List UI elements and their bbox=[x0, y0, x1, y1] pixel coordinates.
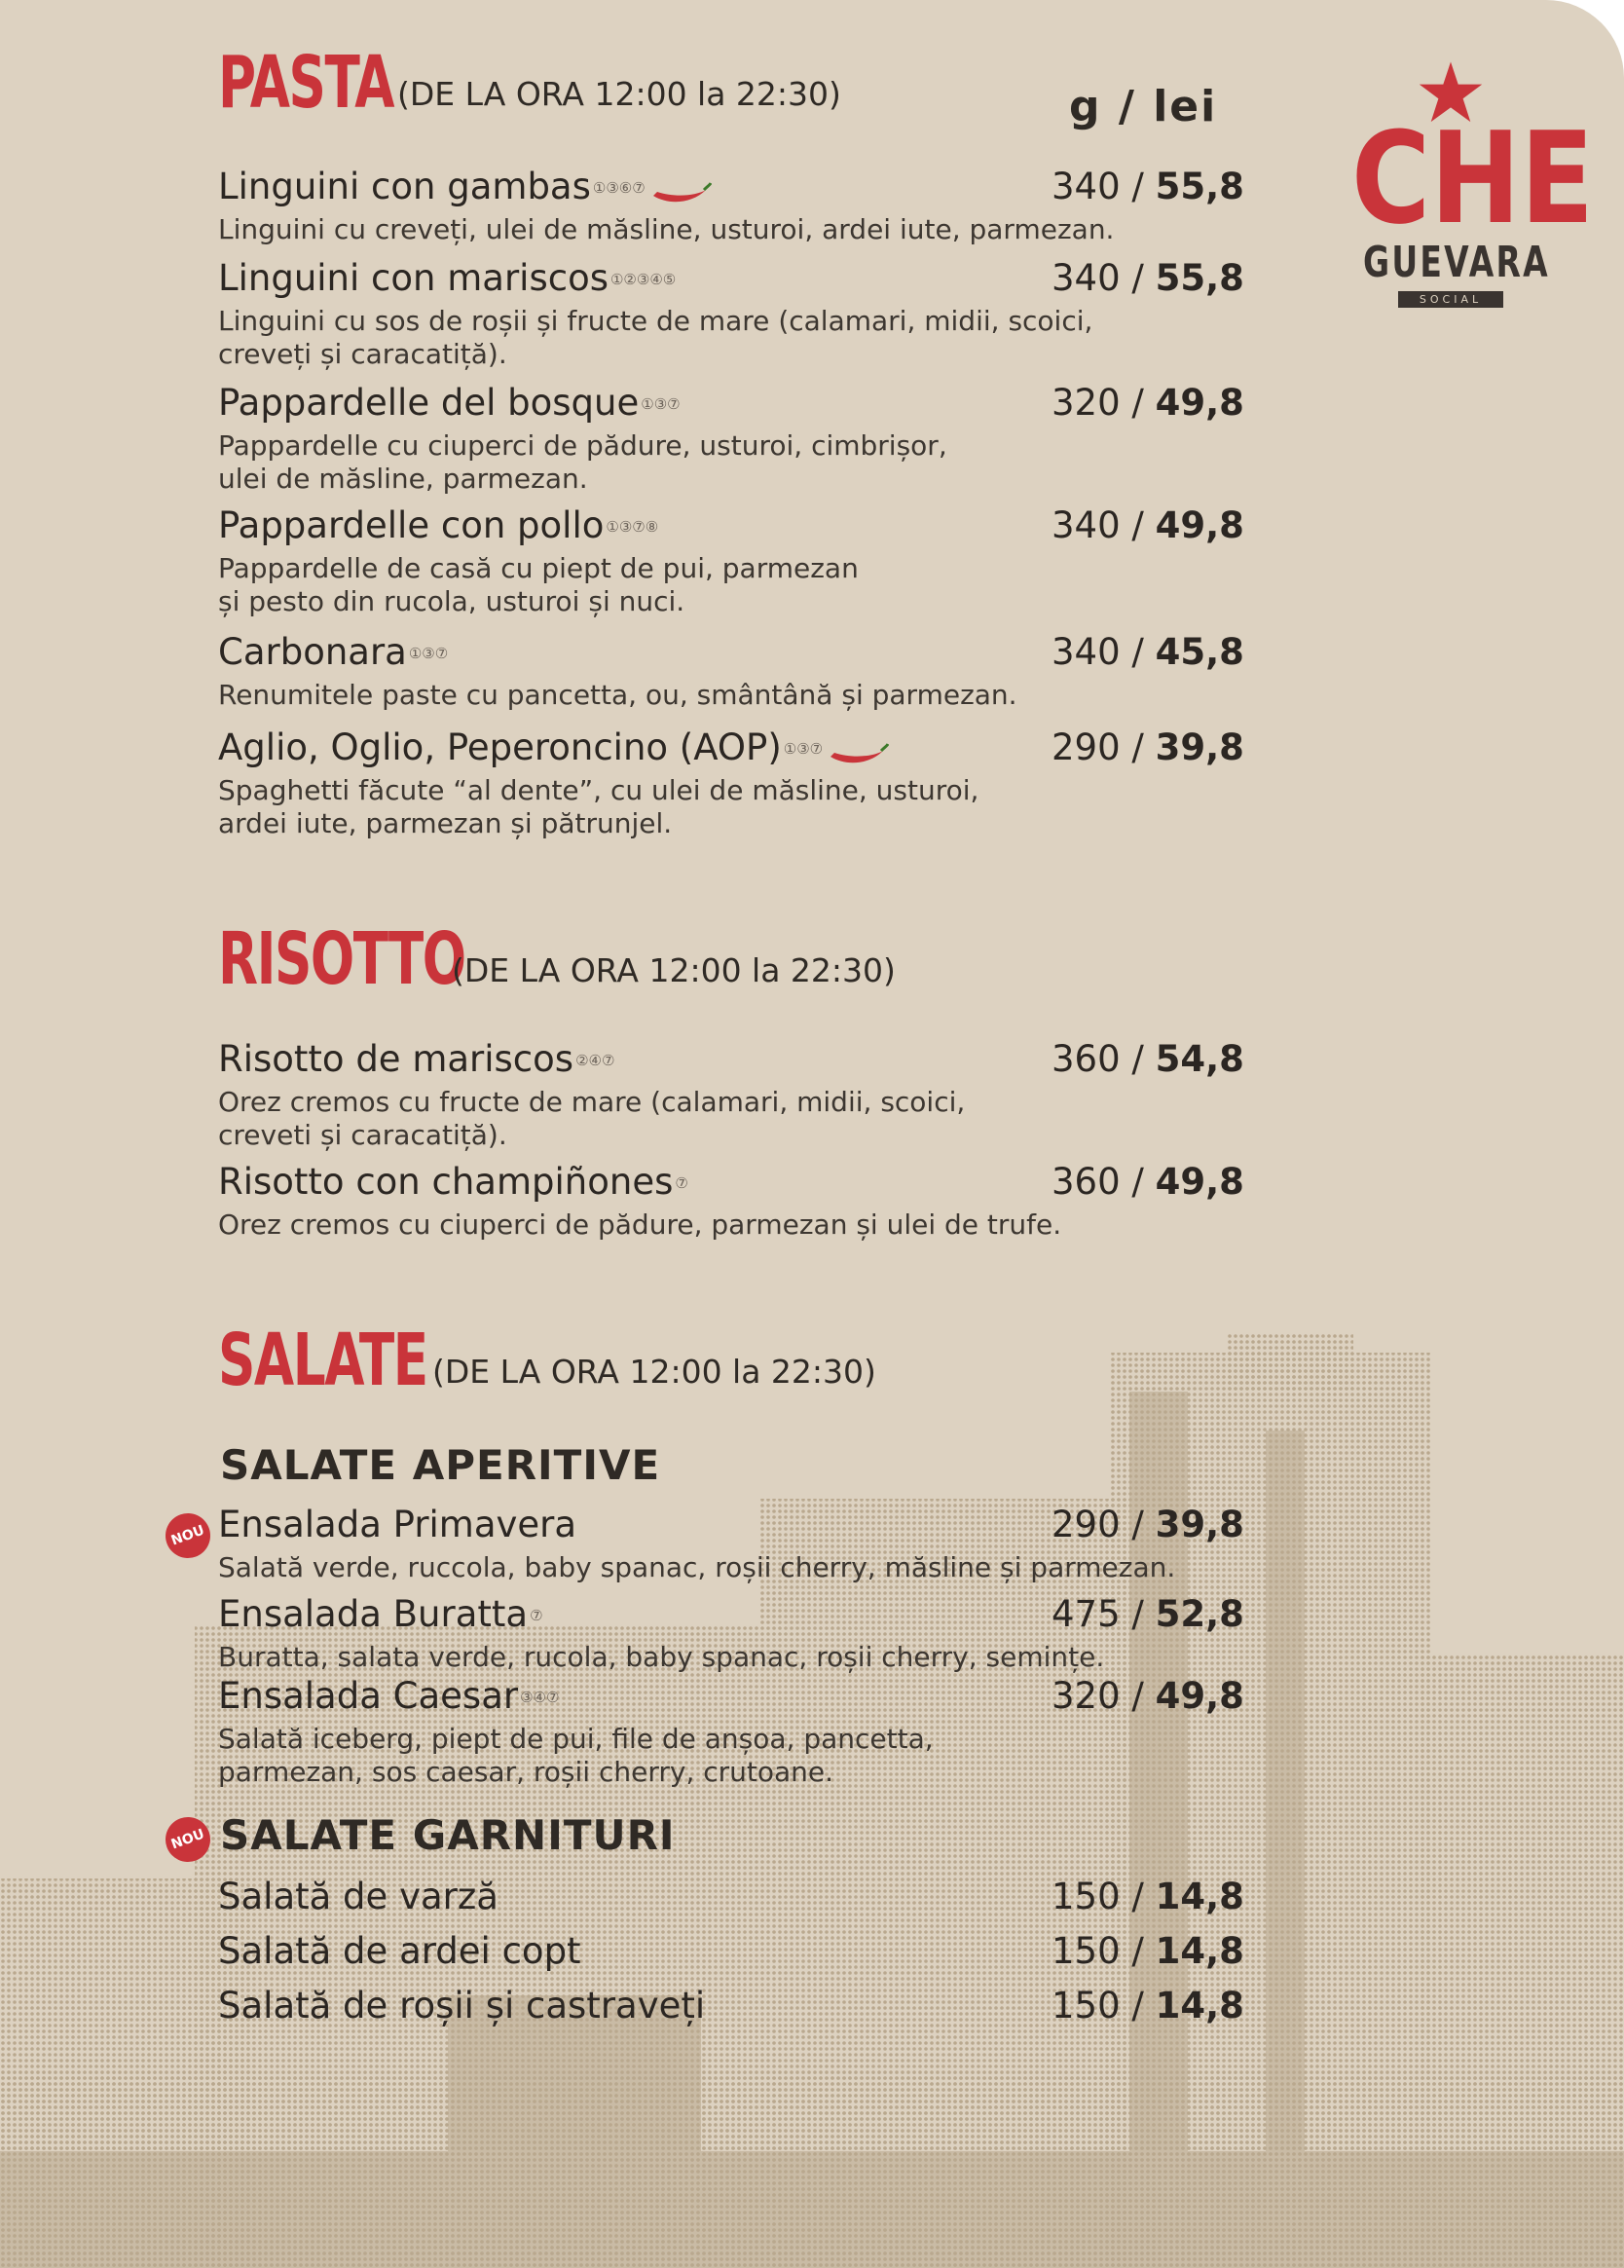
lei-value: 14,8 bbox=[1155, 1930, 1244, 1972]
menu-item-name: Ensalada Caesar bbox=[218, 1675, 519, 1717]
lei-value: 49,8 bbox=[1155, 1161, 1244, 1203]
menu-item-description: Spaghetti făcute “al dente”, cu ulei de măsline, usturoi, ardei iute, parmezan și pătrunjel. bbox=[218, 774, 979, 839]
menu-item-name: Salată de ardei copt bbox=[218, 1930, 581, 1972]
menu-item-price: 340 / 49,8 bbox=[1052, 504, 1244, 546]
grams-value: 290 bbox=[1052, 726, 1121, 768]
lei-value: 55,8 bbox=[1155, 166, 1244, 207]
allergen-codes: ⑦ bbox=[675, 1173, 688, 1192]
grams-value: 320 bbox=[1052, 1675, 1121, 1717]
lei-value: 14,8 bbox=[1155, 1985, 1244, 2026]
menu-item-price: 360 / 54,8 bbox=[1052, 1038, 1244, 1080]
lei-value: 54,8 bbox=[1155, 1038, 1244, 1080]
menu-item-price: 360 / 49,8 bbox=[1052, 1161, 1244, 1203]
allergen-codes: ①③⑥⑦ bbox=[592, 178, 646, 197]
menu-item-description: Renumitele paste cu pancetta, ou, smântână și parmezan. bbox=[218, 679, 1017, 711]
grams-value: 150 bbox=[1052, 1876, 1121, 1917]
grams-value: 290 bbox=[1052, 1504, 1121, 1545]
section-hours: (DE LA ORA 12:00 la 22:30) bbox=[452, 951, 896, 989]
nou-badge: NOU bbox=[160, 1811, 217, 1869]
lei-value: 39,8 bbox=[1155, 1504, 1244, 1545]
menu-item-name: Linguini con gambas bbox=[218, 166, 591, 207]
lei-value: 49,8 bbox=[1155, 1675, 1244, 1717]
grams-value: 150 bbox=[1052, 1985, 1121, 2026]
menu-item-price: 150 / 14,8 bbox=[1052, 1930, 1244, 1972]
menu-item-name: Ensalada Buratta bbox=[218, 1593, 529, 1635]
menu-item-name: Pappardelle del bosque bbox=[218, 382, 640, 424]
section-title-risotto: RISOTTO (DE LA ORA 12:00 la 22:30) bbox=[218, 917, 896, 1001]
lei-value: 39,8 bbox=[1155, 726, 1244, 768]
grams-value: 340 bbox=[1052, 257, 1121, 299]
chili-pepper-icon bbox=[649, 182, 712, 207]
allergen-codes: ①③⑦ bbox=[641, 394, 681, 413]
menu-item-description: Salată iceberg, piept de pui, file de anșoa, pancetta, parmezan, sos caesar, roșii cherry, crutoane. bbox=[218, 1723, 934, 1788]
allergen-codes: ①③⑦ bbox=[408, 644, 449, 662]
menu-item-name: Risotto de mariscos bbox=[218, 1038, 574, 1080]
grams-value: 360 bbox=[1052, 1038, 1121, 1080]
section-hours: (DE LA ORA 12:00 la 22:30) bbox=[432, 1353, 876, 1391]
section-hours: (DE LA ORA 12:00 la 22:30) bbox=[397, 75, 841, 113]
lei-value: 14,8 bbox=[1155, 1876, 1244, 1917]
menu-item-name: Salată de roșii și castraveți bbox=[218, 1985, 706, 2026]
subsection-salate-aperitive: SALATE APERITIVE bbox=[220, 1441, 661, 1489]
grams-value: 340 bbox=[1052, 504, 1121, 546]
section-title-pasta: PASTA (DE LA ORA 12:00 la 22:30) bbox=[218, 41, 841, 125]
column-header-g-lei: g / lei bbox=[1069, 82, 1218, 131]
grams-value: 360 bbox=[1052, 1161, 1121, 1203]
menu-item-price: 290 / 39,8 bbox=[1052, 1504, 1244, 1545]
menu-item-name: Salată de varză bbox=[218, 1876, 498, 1917]
logo-che-text: CHE bbox=[1351, 104, 1595, 252]
che-guevara-logo bbox=[1334, 39, 1595, 351]
menu-item-description: Linguini cu creveți, ulei de măsline, usturoi, ardei iute, parmezan. bbox=[218, 213, 1115, 245]
menu-item-description: Salată verde, ruccola, baby spanac, roșii cherry, măsline și parmezan. bbox=[218, 1551, 1176, 1583]
allergen-codes: ⑦ bbox=[530, 1606, 543, 1624]
grams-value: 475 bbox=[1052, 1593, 1121, 1635]
allergen-codes: ①③⑦⑧ bbox=[606, 517, 659, 536]
menu-item-name: Carbonara bbox=[218, 631, 407, 673]
menu-item-description: Orez cremos cu fructe de mare (calamari, midii, scoici, creveti și caracatiță). bbox=[218, 1086, 966, 1151]
menu-item-description: Buratta, salata verde, rucola, baby spanac, roșii cherry, semințe. bbox=[218, 1641, 1105, 1673]
menu-item-price: 290 / 39,8 bbox=[1052, 726, 1244, 768]
menu-item-name: Aglio, Oglio, Peperoncino (AOP) bbox=[218, 726, 782, 768]
logo-social-ribbon: SOCIAL bbox=[1398, 291, 1503, 308]
grams-value: 150 bbox=[1052, 1930, 1121, 1972]
menu-item-name: Ensalada Primavera bbox=[218, 1504, 577, 1545]
menu-item-price: 340 / 55,8 bbox=[1052, 257, 1244, 299]
menu-item-price: 475 / 52,8 bbox=[1052, 1593, 1244, 1635]
lei-value: 45,8 bbox=[1155, 631, 1244, 673]
menu-item-name: Risotto con champiñones bbox=[218, 1161, 674, 1203]
lei-value: 49,8 bbox=[1155, 382, 1244, 424]
subsection-salate-garnituri: SALATE GARNITURI bbox=[220, 1811, 676, 1859]
menu-item-name: Linguini con mariscos bbox=[218, 257, 609, 299]
nou-badge: NOU bbox=[160, 1507, 217, 1565]
menu-item-price: 150 / 14,8 bbox=[1052, 1876, 1244, 1917]
lei-value: 52,8 bbox=[1155, 1593, 1244, 1635]
section-title-salate: SALATE (DE LA ORA 12:00 la 22:30) bbox=[218, 1319, 876, 1402]
menu-item-description: Orez cremos cu ciuperci de pădure, parmezan și ulei de trufe. bbox=[218, 1208, 1062, 1241]
grams-value: 340 bbox=[1052, 631, 1121, 673]
menu-item-price: 320 / 49,8 bbox=[1052, 1675, 1244, 1717]
grams-value: 320 bbox=[1052, 382, 1121, 424]
menu-item-description: Linguini cu sos de roșii și fructe de mare (calamari, midii, scoici, creveți și caracatiță). bbox=[218, 305, 1093, 370]
allergen-codes: ①②③④⑤ bbox=[609, 270, 677, 288]
allergen-codes: ②④⑦ bbox=[575, 1051, 615, 1069]
lei-value: 49,8 bbox=[1155, 504, 1244, 546]
menu-item-name: Pappardelle con pollo bbox=[218, 504, 605, 546]
allergen-codes: ①③⑦ bbox=[783, 739, 824, 758]
menu-item-price: 150 / 14,8 bbox=[1052, 1985, 1244, 2026]
menu-item-price: 340 / 45,8 bbox=[1052, 631, 1244, 673]
menu-item-description: Pappardelle cu ciuperci de pădure, usturoi, cimbrișor, ulei de măsline, parmezan. bbox=[218, 429, 947, 495]
lei-value: 55,8 bbox=[1155, 257, 1244, 299]
chili-pepper-icon bbox=[827, 743, 889, 768]
allergen-codes: ③④⑦ bbox=[520, 1688, 560, 1706]
grams-value: 340 bbox=[1052, 166, 1121, 207]
menu-item-price: 340 / 55,8 bbox=[1052, 166, 1244, 207]
menu-item-price: 320 / 49,8 bbox=[1052, 382, 1244, 424]
logo-guevara-text: GUEVARA bbox=[1363, 238, 1550, 287]
menu-item-description: Pappardelle de casă cu piept de pui, parmezan și pesto din rucola, usturoi și nuci. bbox=[218, 552, 859, 617]
